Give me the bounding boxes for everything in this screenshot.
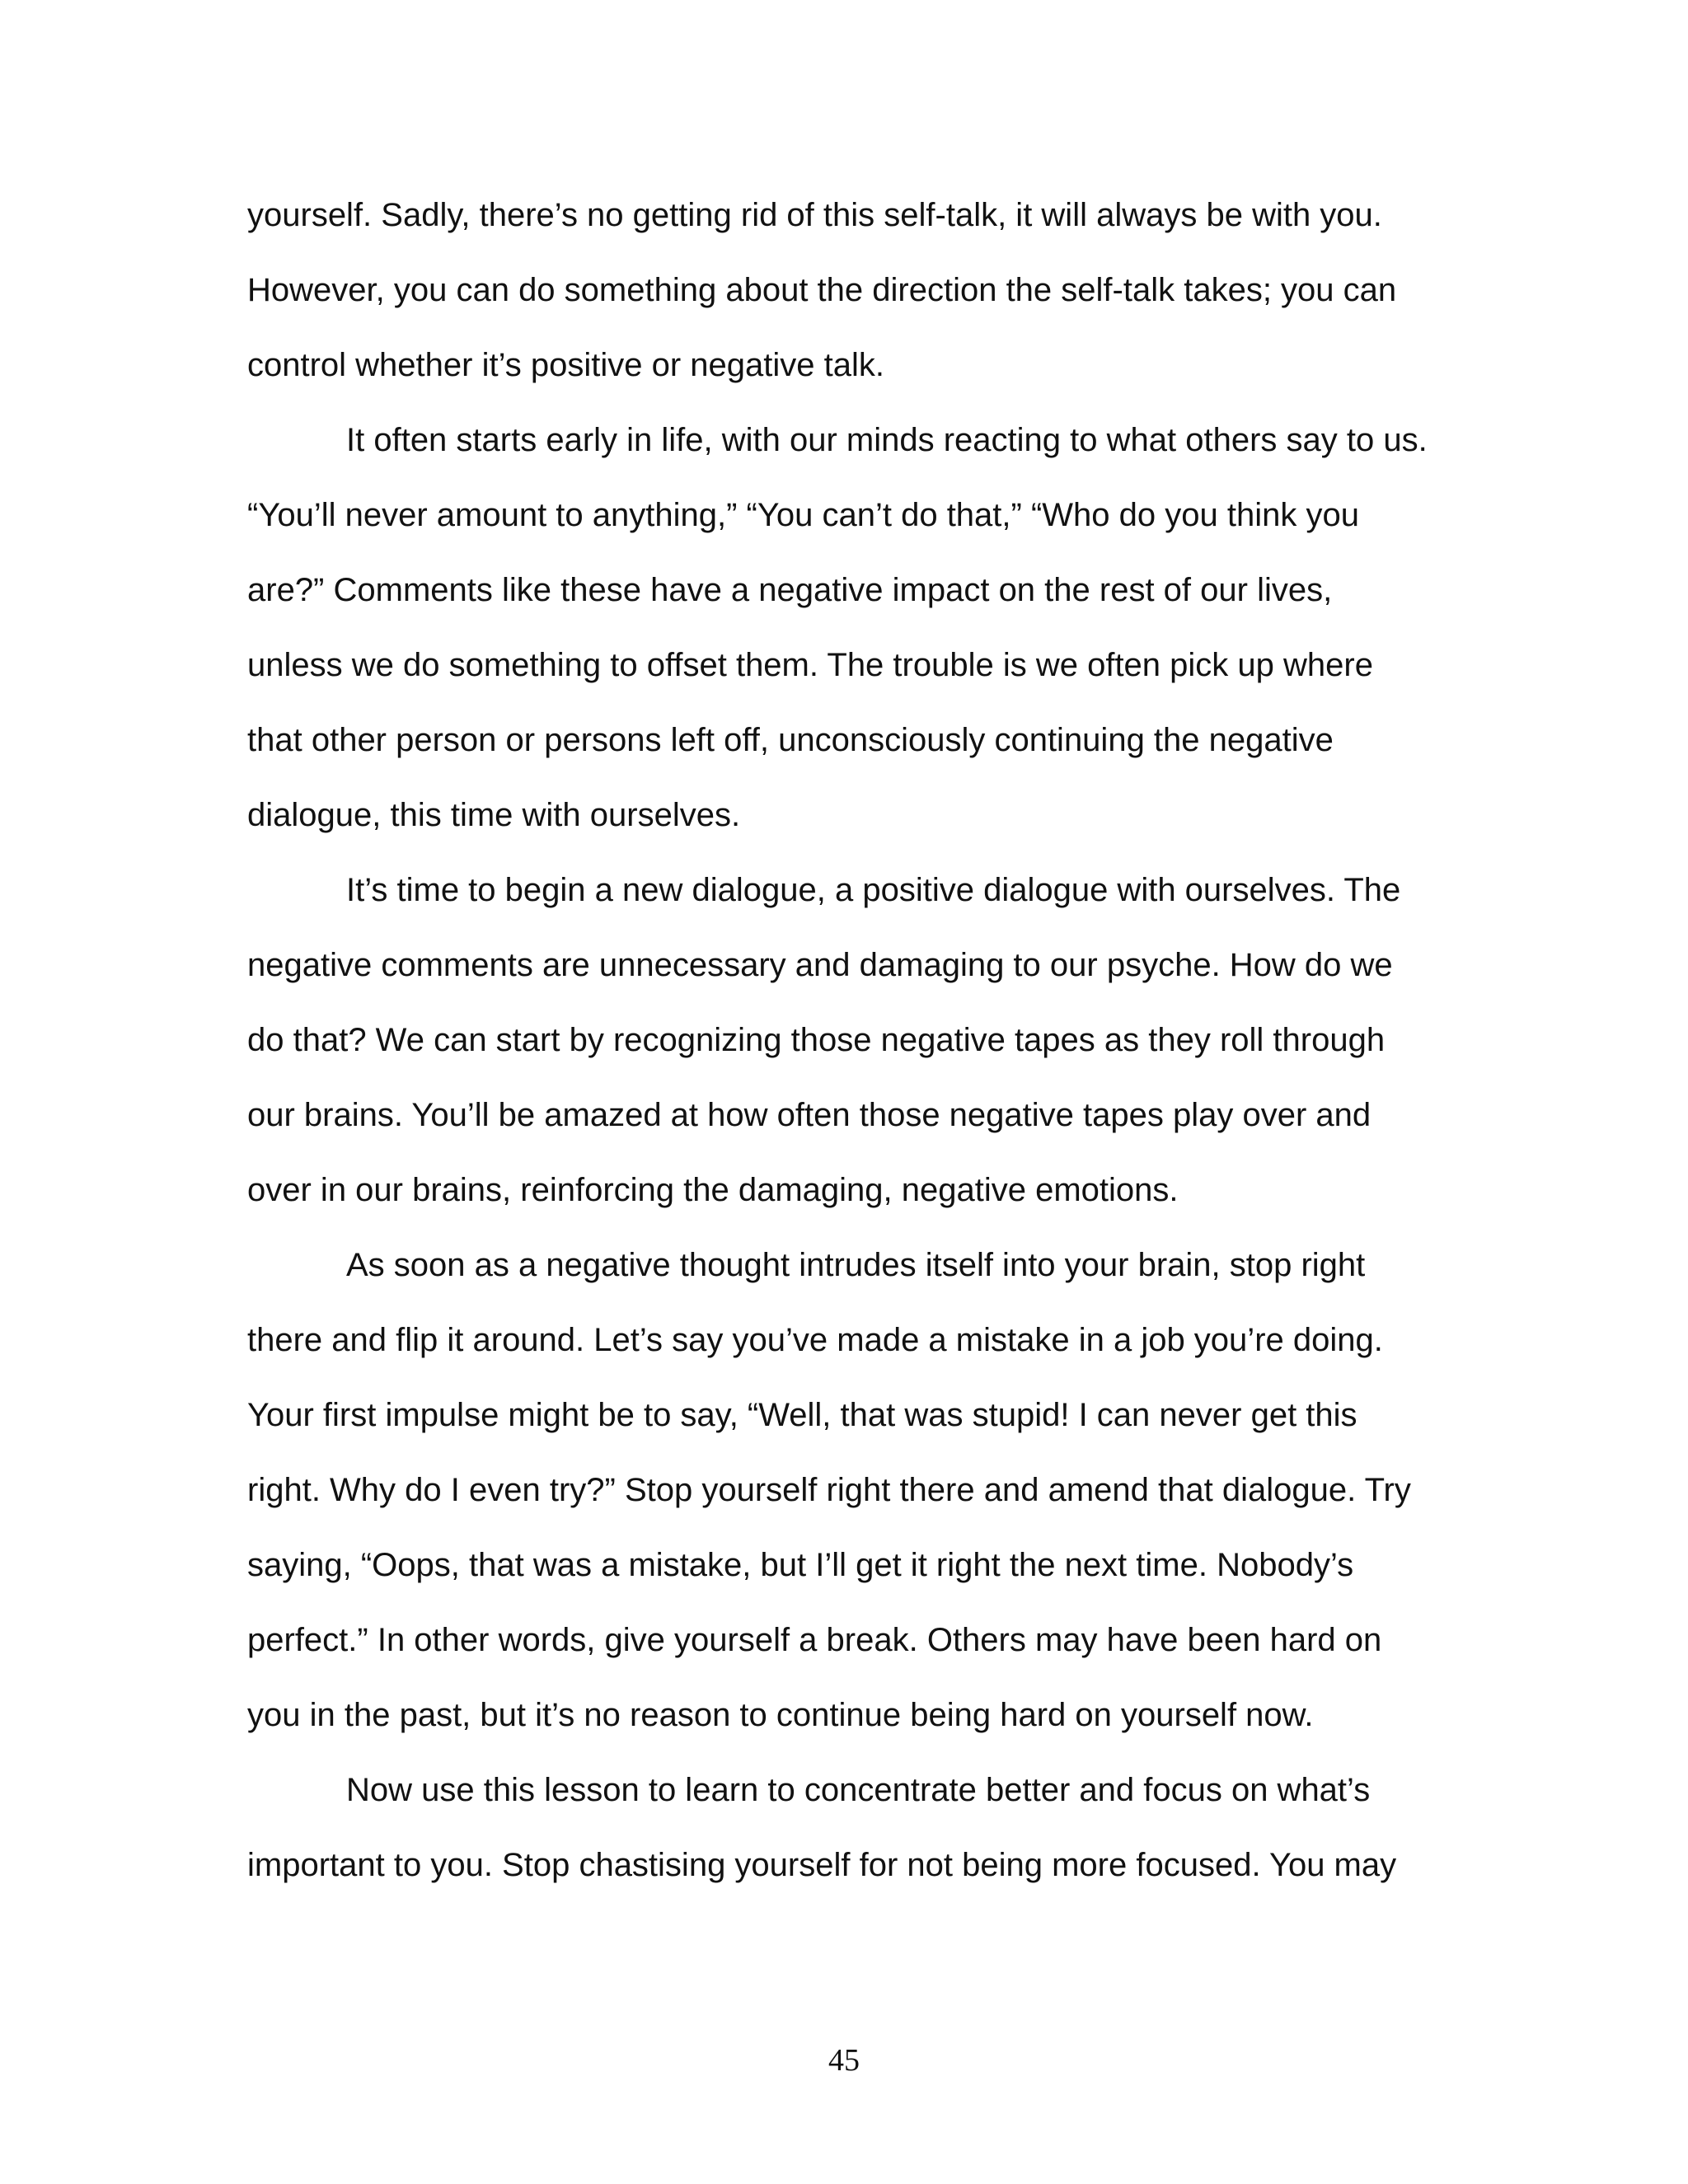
text-line: control whether it’s positive or negative talk. (247, 347, 884, 383)
text-line: our brains. You’ll be amazed at how often those negative tapes play over and (247, 1097, 1372, 1133)
text-line: dialogue, this time with ourselves. (247, 797, 741, 833)
text-line: negative comments are unnecessary and damaging to our psyche. How do we (247, 947, 1393, 983)
text-line: perfect.” In other words, give yourself a break. Others may have been hard on (247, 1622, 1382, 1658)
text-line: you in the past, but it’s no reason to continue being hard on yourself now. (247, 1697, 1314, 1733)
text-line: that other person or persons left off, unconsciously continuing the negative (247, 722, 1334, 758)
text-line: unless we do something to offset them. The trouble is we often pick up where (247, 647, 1373, 683)
paragraph-first-line: It’s time to begin a new dialogue, a positive dialogue with ourselves. The (346, 872, 1401, 908)
text-line: yourself. Sadly, there’s no getting rid of this self-talk, it will always be with you. (247, 197, 1382, 233)
text-line: Your first impulse might be to say, “Well, that was stupid! I can never get this (247, 1397, 1357, 1433)
text-line: there and flip it around. Let’s say you’ve made a mistake in a job you’re doing. (247, 1322, 1383, 1358)
text-line: However, you can do something about the direction the self-talk takes; you can (247, 272, 1397, 308)
paragraph-first-line: It often starts early in life, with our minds reacting to what others say to us. (346, 422, 1428, 458)
page-number: 45 (828, 2043, 860, 2078)
text-line: “You’ll never amount to anything,” “You can’t do that,” “Who do you think you (247, 497, 1359, 533)
text-line: do that? We can start by recognizing those negative tapes as they roll through (247, 1022, 1386, 1058)
text-line: over in our brains, reinforcing the damaging, negative emotions. (247, 1172, 1179, 1208)
text-line: saying, “Oops, that was a mistake, but I’ll get it right the next time. Nobody’s (247, 1547, 1354, 1583)
paragraph-first-line: As soon as a negative thought intrudes itself into your brain, stop right (346, 1247, 1366, 1283)
text-line: important to you. Stop chastising yourself for not being more focused. You may (247, 1847, 1397, 1883)
paragraph-first-line: Now use this lesson to learn to concentrate better and focus on what’s (346, 1772, 1371, 1808)
text-line: right. Why do I even try?” Stop yourself right there and amend that dialogue. Try (247, 1472, 1411, 1508)
text-line: are?” Comments like these have a negative impact on the rest of our lives, (247, 572, 1333, 608)
